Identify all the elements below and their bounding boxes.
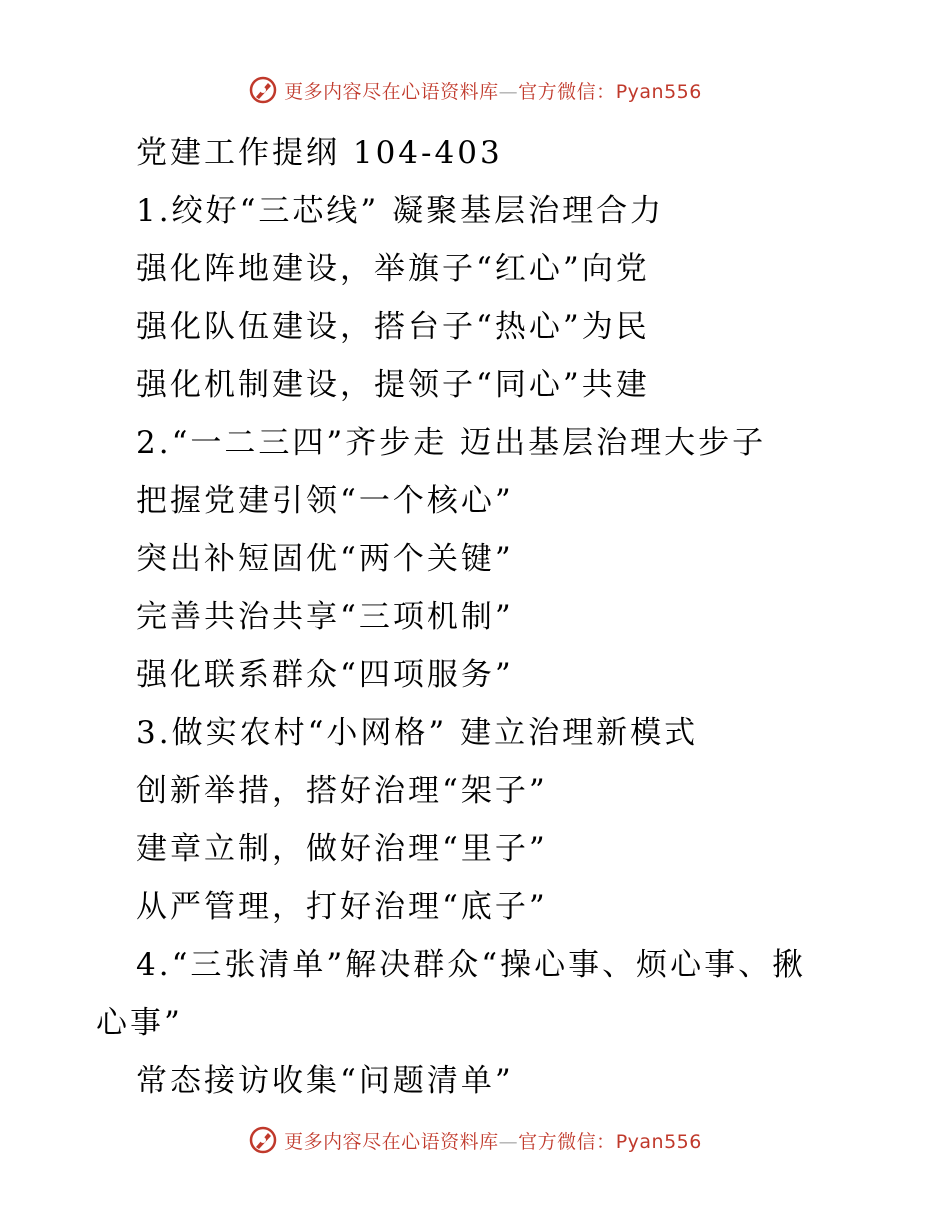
pen-circle-logo-icon <box>248 1125 278 1155</box>
list-item: 突出补短固优“两个关键” <box>136 541 514 577</box>
section-heading-1: 1.绞好“三芯线” 凝聚基层治理合力 <box>136 193 665 229</box>
watermark-text: 更多内容尽在心语资料库—官方微信：Pyan556 <box>284 80 702 103</box>
list-item: 强化联系群众“四项服务” <box>136 657 514 693</box>
list-item: 创新举措，搭好治理“架子” <box>136 773 548 809</box>
section-heading-2: 2.“一二三四”齐步走 迈出基层治理大步子 <box>136 425 767 461</box>
pen-circle-logo-icon <box>248 75 278 105</box>
list-item: 强化队伍建设，搭台子“热心”为民 <box>136 309 650 345</box>
list-item: 建章立制，做好治理“里子” <box>136 831 548 867</box>
watermark-header <box>0 70 950 110</box>
list-item: 完善共治共享“三项机制” <box>136 599 514 635</box>
watermark-text: 更多内容尽在心语资料库—官方微信：Pyan556 <box>284 1130 702 1153</box>
list-item: 强化阵地建设，举旗子“红心”向党 <box>136 251 650 287</box>
section-heading-4-continued: 心事” <box>96 1005 183 1041</box>
document-title: 党建工作提纲 104-403 <box>136 135 503 171</box>
list-item: 把握党建引领“一个核心” <box>136 483 514 519</box>
section-heading-3: 3.做实农村“小网格” 建立治理新模式 <box>136 715 699 751</box>
list-item: 从严管理，打好治理“底子” <box>136 889 548 925</box>
watermark-footer <box>0 1120 950 1160</box>
list-item: 强化机制建设，提领子“同心”共建 <box>136 367 650 403</box>
document-body <box>0 124 950 1110</box>
section-heading-4: 4.“三张清单”解决群众“操心事、烦心事、揪 <box>136 947 807 983</box>
list-item: 常态接访收集“问题清单” <box>136 1063 514 1099</box>
